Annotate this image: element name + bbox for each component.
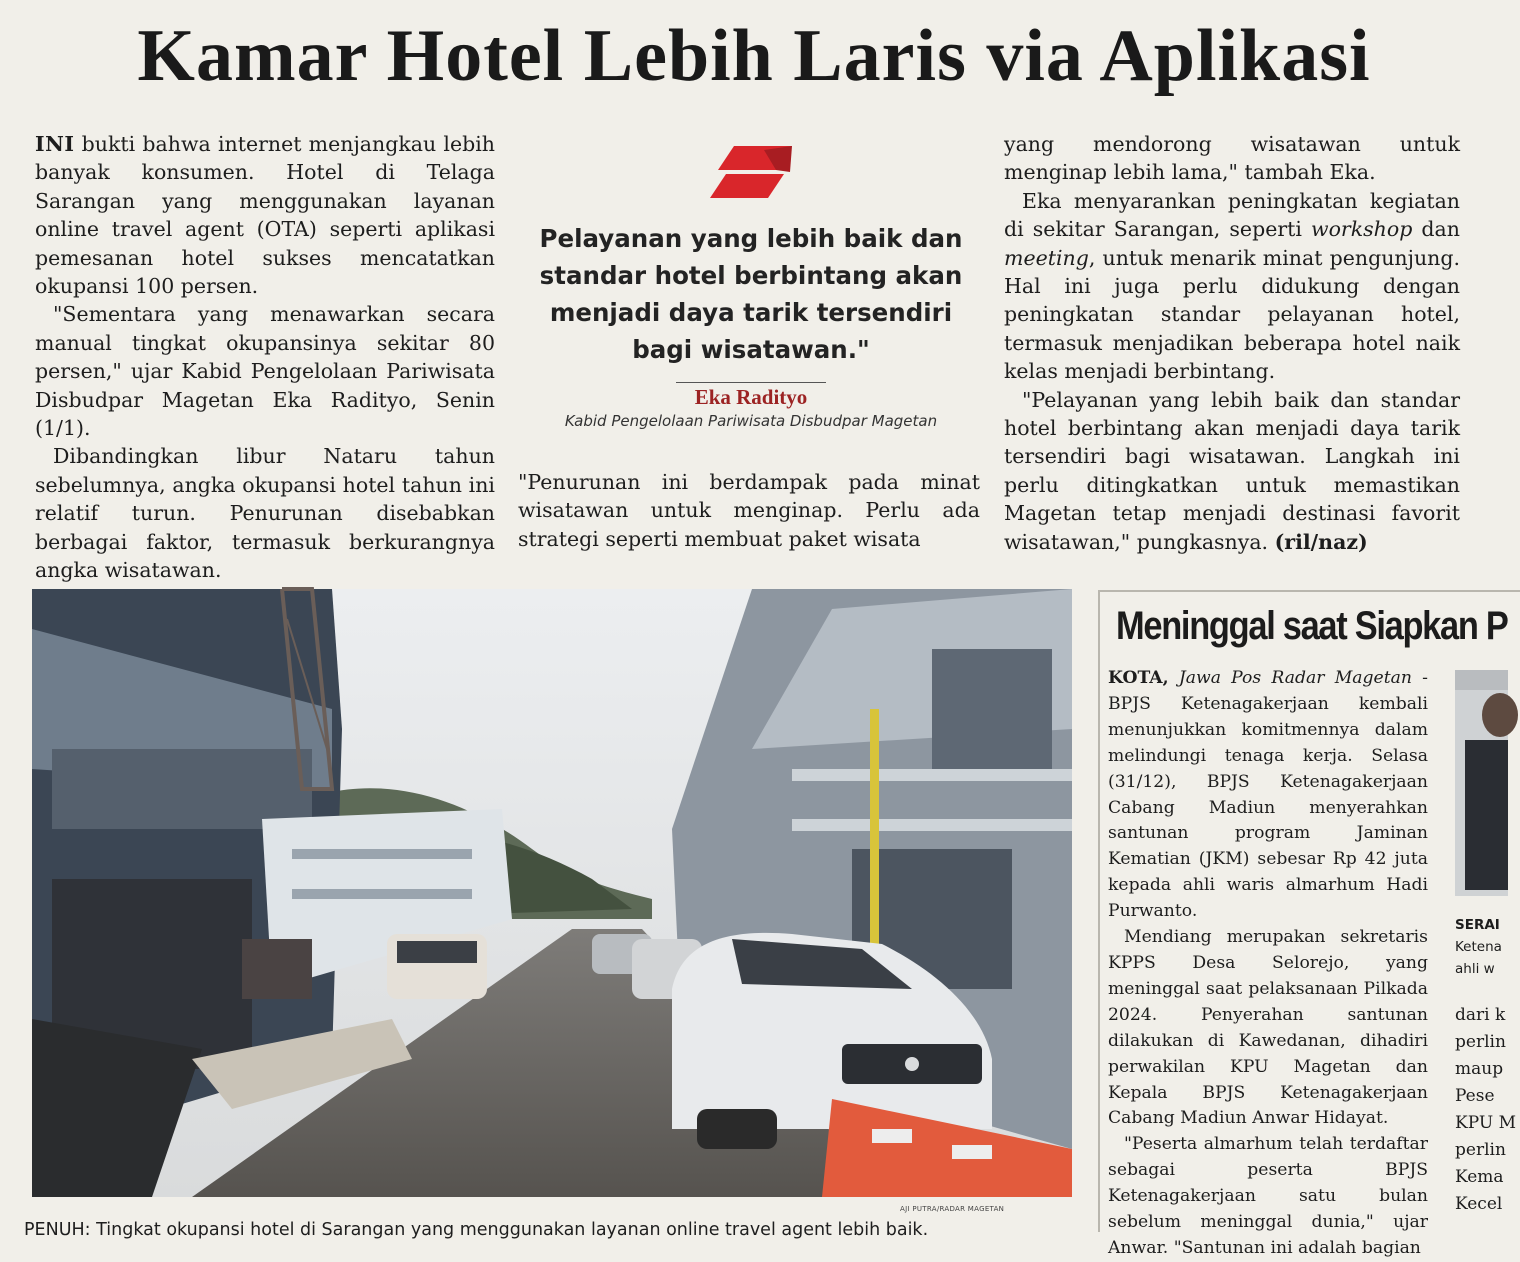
text-line: KPU M <box>1455 1113 1516 1133</box>
article-column-1 <box>35 130 495 585</box>
italic-term: meeting <box>1004 245 1089 270</box>
byline-initials: (ril/naz) <box>1274 529 1368 554</box>
photo-credit: AJI PUTRA/RADAR MAGETAN <box>900 1205 1005 1213</box>
text-line: perlin <box>1455 1140 1506 1160</box>
paragraph: Mendiang merupakan sekretaris KPPS Desa Selorejo, yang meninggal saat pelaksanaan Pilkada 2024. Penyerahan santunan dilakukan di Kawedanan, dihadiri perwakilan KPU Magetan dan Kepala BPJS Ketenagakerjaan Cabang Madiun Anwar Hidayat. <box>1108 927 1428 1129</box>
paragraph <box>1108 666 1428 925</box>
quote-author: Eka Radityo <box>694 385 808 409</box>
text-line: Kema <box>1455 1167 1504 1187</box>
caption-line: ahli w <box>1455 961 1495 977</box>
sidebar-photo-caption <box>1455 914 1515 980</box>
text-line: Pese <box>1455 1086 1495 1106</box>
italic-term: workshop <box>1311 217 1413 242</box>
paragraph <box>35 130 495 300</box>
sidebar-photo <box>1455 670 1508 896</box>
dateline: KOTA, <box>1108 668 1169 688</box>
caption-line: Ketena <box>1455 939 1502 955</box>
article-column-3 <box>1004 130 1460 556</box>
paragraph: yang mendorong wisatawan untuk menginap lebih lama," tambah Eka. <box>1004 132 1460 185</box>
pull-quote-text: Pelayanan yang lebih baik dan standar hotel berbintang akan menjadi daya tarik tersendiri bagi wisatawan." <box>539 224 963 364</box>
paragraph-text: "Pelayanan yang lebih baik dan standar hotel berbintang akan menjadi daya tarik tersendiri bagi wisatawan. Langkah ini perlu ditingkatkan untuk memastikan Magetan tetap menjadi destinasi favorit wisatawan," pungkasnya. <box>1004 387 1460 554</box>
divider <box>676 382 826 383</box>
article-column-2 <box>518 468 980 553</box>
paragraph-text: , untuk menarik minat pengunjung. Hal ini juga perlu didukung dengan peningkatan standar pelayanan hotel, termasuk menjadikan beberapa hotel naik kelas menjadi berbintang. <box>1004 245 1460 384</box>
lead-word: INI <box>35 132 75 156</box>
caption-line: SERAI <box>1455 917 1500 933</box>
paragraph-text: dan <box>1412 217 1460 242</box>
headline: Kamar Hotel Lebih Laris via Aplikasi <box>137 15 1371 97</box>
text-line: Kecel <box>1455 1194 1503 1214</box>
sidebar-headline: Meninggal saat Siapkan P <box>1116 604 1508 648</box>
paragraph-text: Eka menyarankan peningkatan kegiatan di sekitar Sarangan, seperti <box>1004 188 1460 242</box>
paragraph-text: - BPJS Ketenagakerjaan kembali menunjukkan komitmennya dalam melindungi tenaga kerja. Selasa (31/12), BPJS Ketenagakerjaan Cabang Madiun menyerahkan santunan program Jaminan Kematian (JKM) sebesar Rp 42 juta kepada ahli waris almarhum Hadi Purwanto. <box>1108 668 1428 922</box>
paragraph-text: bukti bahwa internet menjangkau lebih banyak konsumen. Hotel di Telaga Sarangan yang menggunakan layanan online travel agent (OTA) seperti aplikasi pemesanan hotel sukses mencatatkan okupansi 100 persen. <box>35 132 495 299</box>
source-name: Jawa Pos Radar Magetan <box>1178 668 1412 688</box>
street-photo <box>32 589 1072 1197</box>
text-line: perlin <box>1455 1032 1506 1052</box>
sidebar-column-1 <box>1108 666 1428 1262</box>
paragraph: "Sementara yang menawarkan secara manual tingkat okupansinya sekitar 80 persen," ujar Kabid Pengelolaan Pariwisata Disbudpar Magetan Eka Radityo, Senin (1/1). <box>35 302 495 441</box>
text-line: maup <box>1455 1059 1504 1079</box>
paragraph: "Peserta almarhum telah terdaftar sebagai peserta BPJS Ketenagakerjaan satu bulan sebelum meninggal dunia," ujar Anwar. "Santunan ini adalah bagian <box>1108 1134 1428 1258</box>
sidebar-column-2 <box>1455 1002 1515 1218</box>
text-line: dari k <box>1455 1005 1506 1025</box>
photo-caption: PENUH: Tingkat okupansi hotel di Sarangan yang menggunakan layanan online travel agent lebih baik. <box>24 1220 929 1240</box>
quote-mark-icon <box>706 140 796 206</box>
pull-quote <box>516 140 986 432</box>
paragraph: "Penurunan ini berdampak pada minat wisatawan untuk menginap. Perlu ada strategi seperti membuat paket wisata <box>518 470 980 551</box>
quote-author-title: Kabid Pengelolaan Pariwisata Disbudpar Magetan <box>564 412 938 430</box>
paragraph: Dibandingkan libur Nataru tahun sebelumnya, angka okupansi hotel tahun ini relatif turun. Penurunan disebabkan berbagai faktor, termasuk berkurangnya angka wisatawan. <box>35 444 495 583</box>
paragraph <box>1004 187 1460 386</box>
paragraph <box>1004 386 1460 556</box>
